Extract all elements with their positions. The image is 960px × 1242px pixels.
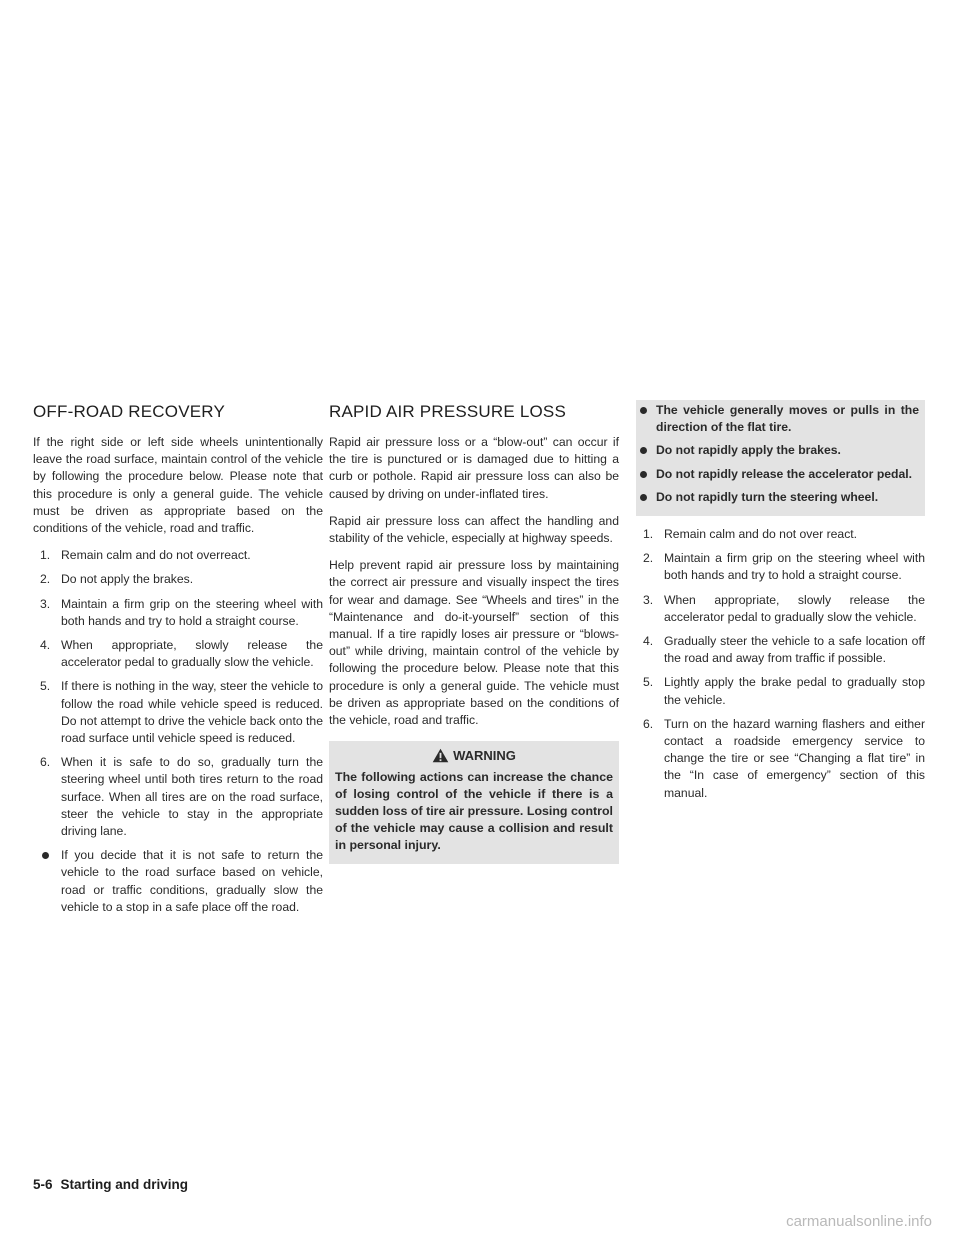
list-item: 5. If there is nothing in the way, steer the vehicle to follow the road while vehicle speed is reduced. Do not attempt to drive the vehicle back onto the road surface until vehicle speed is reduced. xyxy=(40,679,323,746)
list-item: The vehicle generally moves or pulls in the direction of the flat tire. xyxy=(636,402,919,436)
list-item: Do not rapidly apply the brakes. xyxy=(636,442,919,459)
off-road-recovery-section xyxy=(33,402,323,923)
bullet-icon xyxy=(42,852,49,859)
warning-bullet-list xyxy=(636,402,919,506)
list-item: 6. Turn on the hazard warning flashers and either contact a roadside emergency service to change the tire or see “Changing a flat tire” in the “In case of emergency” section of this manual. xyxy=(643,716,925,800)
steps-list xyxy=(33,547,323,840)
page-number: 5-6 xyxy=(33,1177,53,1192)
list-item: 4. Gradually steer the vehicle to a safe location off the road and away from traffic if possible. xyxy=(643,634,925,666)
warning-bullets-box xyxy=(636,400,925,516)
watermark: carmanualsonline.info xyxy=(786,1213,932,1230)
paragraph: Help prevent rapid air pressure loss by maintaining the correct air pressure and visually inspect the tires for wear and damage. See “Wheels and tires” in the “Maintenance and do-it-yourself” section of this manual. If a tire rapidly loses air pressure or “blows-out” while driving, maintain control of the vehicle by following the procedure below. Please note that this procedure is only a general guide. The vehicle must be driven as appropriate based on the conditions of the vehicle, road and traffic. xyxy=(329,558,619,728)
warning-text: The following actions can increase the chance of losing control of the vehicle if there is a sudden loss of tire air pressure. Losing control of the vehicle may cause a collision and result in personal injury. xyxy=(335,770,613,853)
bullet-icon xyxy=(640,494,647,501)
list-item: 2. Maintain a firm grip on the steering wheel with both hands and try to hold a straight course. xyxy=(643,551,925,583)
list-item: 4. When appropriate, slowly release the accelerator pedal to gradually slow the vehicle. xyxy=(40,638,323,670)
warning-label: WARNING xyxy=(453,748,516,764)
warning-triangle-icon xyxy=(432,748,449,763)
intro-paragraph: If the right side or left side wheels unintentionally leave the road surface, maintain control of the vehicle by following the procedure below. Please note that this procedure is only a general guide. The vehicle must be driven as appropriate based on the conditions of the vehicle, road and traffic. xyxy=(33,435,323,536)
rapid-air-pressure-loss-section xyxy=(329,402,619,864)
section-title: Starting and driving xyxy=(60,1177,189,1192)
warning-box xyxy=(329,741,619,864)
list-item: 6. When it is safe to do so, gradually turn the steering wheel until both tires return to the road surface. When all tires are on the road surface, steer the vehicle to stay in the appropriate driving lane. xyxy=(40,755,323,839)
warning-continuation-column xyxy=(636,402,925,809)
list-item: 3. When appropriate, slowly release the accelerator pedal to gradually slow the vehicle. xyxy=(643,592,925,624)
list-item: 3. Maintain a firm grip on the steering wheel with both hands and try to hold a straight course. xyxy=(40,596,323,628)
section-heading: OFF-ROAD RECOVERY xyxy=(33,402,225,421)
warning-header xyxy=(329,741,619,769)
section-heading: RAPID AIR PRESSURE LOSS xyxy=(329,402,567,421)
list-item: 1. Remain calm and do not over react. xyxy=(643,527,858,542)
page-footer xyxy=(33,1177,188,1192)
list-item: 2. Do not apply the brakes. xyxy=(40,572,194,587)
list-item: Do not rapidly release the accelerator pedal. xyxy=(636,466,919,483)
paragraph: Rapid air pressure loss can affect the handling and stability of the vehicle, especially at highway speeds. xyxy=(329,513,619,546)
list-item: If you decide that it is not safe to return the vehicle to the road surface based on vehicle, road or traffic conditions, gradually slow the vehicle to a stop in a safe place off the road. xyxy=(33,847,323,916)
steps-list xyxy=(636,526,925,802)
bullet-list xyxy=(33,847,323,916)
bullet-icon xyxy=(640,471,647,478)
list-item: 5. Lightly apply the brake pedal to gradually stop the vehicle. xyxy=(643,675,925,707)
paragraph: Rapid air pressure loss or a “blow-out” can occur if the tire is punctured or is damaged due to hitting a curb or pothole. Rapid air pressure loss can also be caused by driving on under-inflated tires. xyxy=(329,435,619,501)
bullet-icon xyxy=(640,407,647,414)
list-item: Do not rapidly turn the steering wheel. xyxy=(636,489,919,506)
list-item: 1. Remain calm and do not overreact. xyxy=(40,548,251,563)
bullet-icon xyxy=(640,447,647,454)
